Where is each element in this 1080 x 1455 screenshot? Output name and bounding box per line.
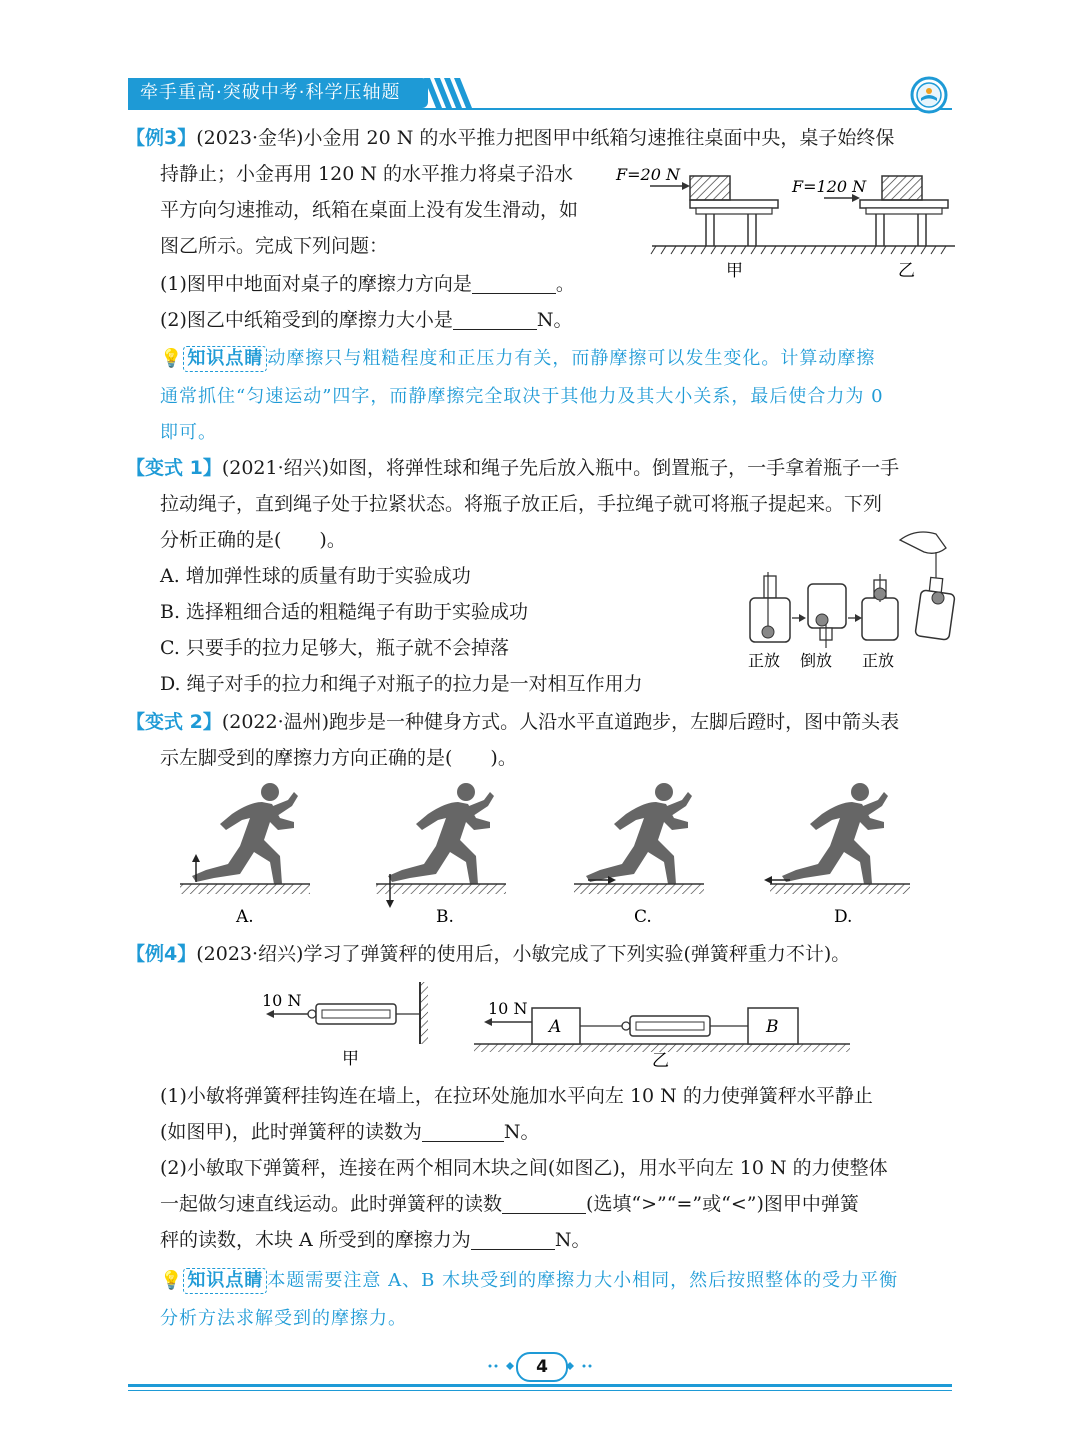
variant1-option-d[interactable]: D. 绳子对手的拉力和绳子对瓶子的拉力是一对相互作用力 [160,673,643,695]
footer-rule-thin [128,1390,952,1391]
block-b-label: B [766,1017,779,1037]
example4-q2-line-1: (2)小敏取下弹簧秤，连接在两个相同木块之间(如图乙)，用水平向左 10 N 的力使整体 [160,1157,888,1179]
variant1-option-b[interactable]: B. 选择粗细合适的粗糙绳子有助于实验成功 [160,601,529,623]
example4-q2-line-3: 秤的读数，木块 A 所受到的摩擦力为 N。 [160,1222,590,1258]
figure-label-yi: 乙 [898,261,915,281]
runner-option-c[interactable] [574,783,704,927]
book-logo-icon [910,76,948,114]
force-label-right: F=120 N [792,177,867,196]
lightbulb-icon: 💡 [160,348,184,369]
option-label-b: B. [436,907,454,927]
variant1-tag: 【变式 1】 [126,457,222,479]
example3-line-2: 持静止；小金再用 120 N 的水平推力将桌子沿水 [160,163,574,185]
runner-option-a[interactable] [180,783,310,927]
footer-rule-thick [128,1384,952,1387]
block-a-label: A [549,1017,562,1037]
option-label-d: D. [834,907,853,927]
force-label-yi: 10 N [488,999,528,1018]
figure-label-jia-2: 甲 [342,1049,359,1069]
spring-scale-figure [256,980,856,1072]
bottle-figure [740,522,960,672]
tip1-label: 知识点睛 [183,346,267,372]
bottle-label-3: 正放 [862,651,895,670]
tip2-line-2: 分析方法求解受到的摩擦力。 [160,1308,407,1329]
runner-option-b[interactable] [376,783,506,927]
example4-q2-line-2: 一起做匀速直线运动。此时弹簧秤的读数 (选填“>”“=”或“<”)图甲中弹簧 [160,1186,859,1222]
answer-blank-1[interactable] [472,269,556,294]
bottle-label-2: 倒放 [800,651,833,670]
variant1-option-a[interactable]: A. 增加弹性球的质量有助于实验成功 [160,565,471,587]
variant2-line-2: 示左脚受到的摩擦力方向正确的是( )。 [160,747,517,769]
force-label-jia: 10 N [262,991,302,1010]
example3-line-1: 【例3】(2023·金华)小金用 20 N 的水平推力把图甲中纸箱匀速推往桌面中央，桌子始终保 [126,127,895,149]
variant1-line-3: 分析正确的是( )。 [160,529,346,551]
example4-q1-line-1: (1)小敏将弹簧秤挂钩连在墙上，在拉环处施加水平向左 10 N 的力使弹簧秤水平静止 [160,1085,873,1107]
example3-line-3: 平方向匀速推动，纸箱在桌面上没有发生滑动，如 [160,199,579,221]
header-title: 牵手重高·突破中考·科学压轴题 [140,82,401,103]
figure-label-jia: 甲 [726,261,743,281]
example3-line-4: 图乙所示。完成下列问题： [160,235,389,257]
bottle-label-1: 正放 [748,651,781,670]
option-label-a: A. [236,907,254,927]
answer-blank-3[interactable] [422,1117,504,1142]
tip2-label: 知识点睛 [183,1268,267,1294]
variant1-line-1: 【变式 1】(2021·绍兴)如图，将弹性球和绳子先后放入瓶中。倒置瓶子，一手拿着瓶子一手 [126,457,900,479]
tip2-line-1: 💡 知识点睛 本题需要注意 A、B 木块受到的摩擦力大小相同，然后按照整体的受力平衡 [160,1262,898,1300]
example3-table-figure [610,158,960,282]
answer-blank-2[interactable] [453,305,537,330]
variant1-option-c[interactable]: C. 只要手的拉力足够大，瓶子就不会掉落 [160,637,509,659]
example3-tag: 【例3】 [126,127,197,149]
example4-q1-line-2: (如图甲)，此时弹簧秤的读数为 N。 [160,1114,539,1150]
answer-blank-4[interactable] [502,1189,586,1214]
variant2-tag: 【变式 2】 [126,711,222,733]
option-label-c: C. [634,907,652,927]
header-stripes-decoration [420,78,480,108]
variant2-line-1: 【变式 2】(2022·温州)跑步是一种健身方式。人沿水平直道跑步，左脚后蹬时，图中箭头表 [126,711,900,733]
force-label-left: F=20 N [616,165,680,184]
example3-question-1: (1)图甲中地面对桌子的摩擦力方向是 。 [160,266,575,302]
runner-options-figure [170,778,930,928]
runner-option-d[interactable] [764,783,910,927]
variant1-line-2: 拉动绳子，直到绳子处于拉紧状态。将瓶子放正后，手拉绳子就可将瓶子提起来。下列 [160,493,883,515]
figure-label-yi-2: 乙 [652,1051,669,1071]
example4-line-1: 【例4】(2023·绍兴)学习了弹簧秤的使用后，小敏完成了下列实验(弹簧秤重力不计)。 [126,943,851,965]
page-number: 4 [516,1352,568,1382]
example4-tag: 【例4】 [126,943,197,965]
example3-question-2: (2)图乙中纸箱受到的摩擦力大小是 N。 [160,302,573,338]
tip1-line-2: 通常抓住“匀速运动”四字，而静摩擦完全取决于其他力及其大小关系，最后使合力为 0 [160,386,884,407]
header-rule [128,108,952,110]
tip1-line-1: 💡 知识点睛 动摩擦只与粗糙程度和正压力有关，而静摩擦可以发生变化。计算动摩擦 [160,340,875,378]
tip1-line-3: 即可。 [160,422,217,443]
lightbulb-icon: 💡 [160,1270,184,1291]
answer-blank-5[interactable] [471,1225,555,1250]
